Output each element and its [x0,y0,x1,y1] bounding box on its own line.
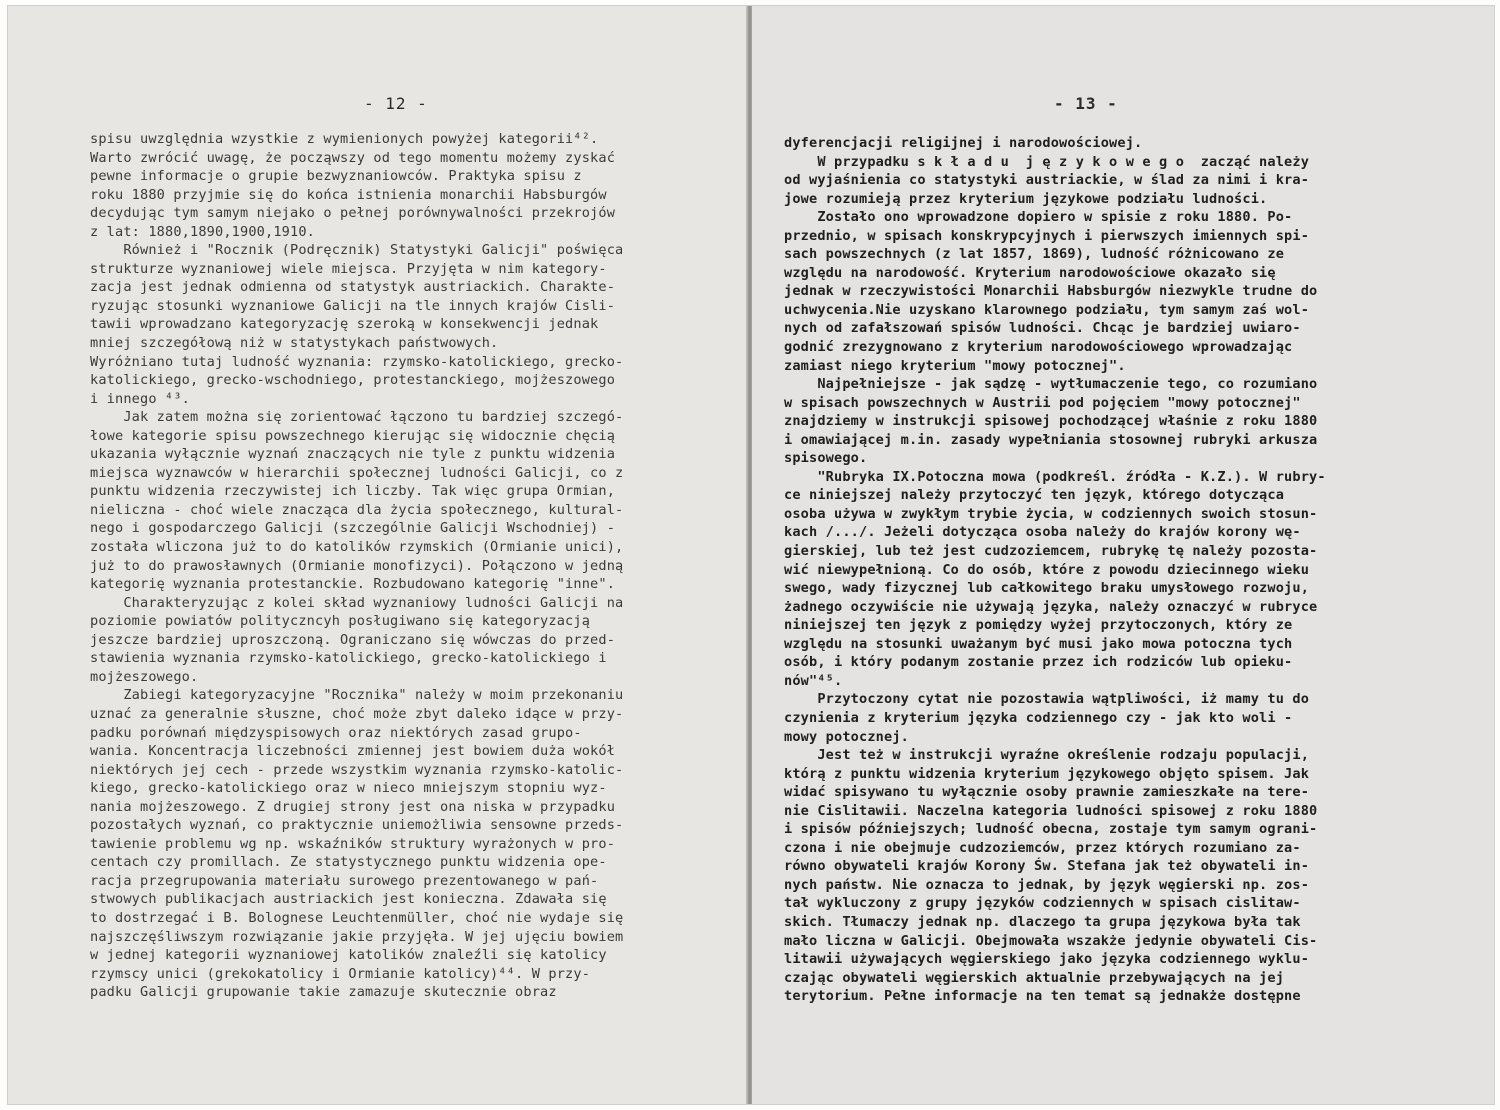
text-line: uznać za generalnie słuszne, choć może zbyt daleko idące w przy- [90,705,624,722]
text-line: Zabiegi kategoryzacyjne "Rocznika" należy w moim przekonaniu [90,687,624,704]
text-line: mowy potocznej. [784,728,910,745]
text-line: roku 1880 przyjmie się do końca istnienia monarchii Habsburgów [90,186,607,203]
text-line: czynienia z kryterium języka codziennego czy - jak kto woli - [784,709,1293,726]
text-line: nego i gospodarczego Galicji (szczególnie Galicji Wschodniej) - [90,520,616,537]
text-line: jeszcze bardziej uproszczoną. Ograniczano się wówczas do przed- [90,631,616,648]
text-line: nie Cislitawii. Naczelna kategoria ludności spisowej z roku 1880 [784,802,1318,819]
text-line: tawienie problemu wg np. wskaźników struktury wyrażonych w pro- [90,835,616,852]
text-line: uchwycenia.Nie uzyskano klarownego podziału, tym samym zaś wol- [784,301,1310,318]
text-line: i spisów późniejszych; ludność obecna, zostaje tym samym ograni- [784,821,1318,838]
text-line: z lat: 1880,1890,1900,1910. [90,223,316,240]
text-line: niniejszej ten język z pomiędzy wyżej przytoczonych, który ze [784,617,1293,634]
text-line: stawienia wyznania rzymsko-katolickiego, grecko-katolickiego i [90,650,607,667]
text-line: została wliczona już to do katolików rzymskich (Ormianie unici), [90,539,624,556]
text-line: nych państw. Nie oznacza to jednak, by język węgierski np. zos- [784,876,1310,893]
text-line: czając obywateli węgierskich aktualnie przebywających na jej [784,969,1285,986]
text-line: spisu uwzględnia wzystkie z wymienionych powyżej kategorii⁴². [90,131,599,147]
right-page-body-text [784,134,1326,1006]
text-line: Również i "Rocznik (Podręcznik) Statystyki Galicji" poświęca [90,242,624,259]
text-line: Warto zwrócić uwagę, że począwszy od tego momentu możemy zyskać [90,149,616,166]
text-line: gierskiej, lub też jest cudzoziemcem, rubrykę tę należy pozosta- [784,543,1318,560]
text-line: czona i nie obejmuje cudzoziemców, przez których rozumiano za- [784,839,1301,856]
text-line: centach czy promillach. Ze statystycznego punktu widzenia ope- [90,854,607,871]
text-line: Wyróżniano tutaj ludność wyznania: rzymsko-katolickiego, grecko- [90,353,624,370]
text-line: skich. Tłumaczy jednak np. dlaczego ta grupa językowa była tak [784,913,1301,930]
text-line: w jednej kategorii wyznaniowej katolików znaleźli się katolicy [90,947,607,964]
text-line: i omawiającej m.in. zasady wypełniania stosownej rubryki arkusza [784,431,1318,448]
text-line: osoba używa w zwykłym trybie życia, w codziennych swoich stosun- [784,505,1318,522]
text-line: ryzując stosunki wyznaniowe Galicji na tle innych krajów Cisli- [90,297,616,314]
text-line: nieliczna - choć wiele znacząca dla życia społecznego, kultural- [90,501,624,518]
text-line: rzymscy unici (grekokatolicy i Ormianie katolicy)⁴⁴. W przy- [90,965,591,982]
text-line: dyferencjacji religijnej i narodowościowej. [784,135,1143,151]
text-line: wania. Koncentracja liczebności zmiennej jest bowiem duża wokół [90,743,616,760]
text-line: najszczęśliwszym rozwiązanie jakie przyjęła. W jej ujęciu bowiem [90,928,624,945]
text-line: sach powszechnych (z lat 1857, 1869), ludność różnicowano ze [784,246,1285,263]
text-line: Jest też w instrukcji wyraźne określenie rodzaju populacji, [784,747,1310,764]
text-line: względu na narodowość. Kryterium narodowościowe okazało się [784,264,1276,281]
text-line: poziomie powiatów polityczncyh posługiwano się kategoryzacją [90,613,591,630]
text-line: Najpełniejsze - jak sądzę - wytłumaczenie tego, co rozumiano [784,376,1318,393]
text-line: Charakteryzując z kolei skład wyznaniowy ludności Galicji na [90,594,624,611]
text-line: względu na stosunki uważanym być musi jako mowa potoczna tych [784,635,1293,652]
right-page [752,6,1494,1104]
text-line: mało liczna w Galicji. Obejmowała wszakże jedynie obywateli Cis- [784,932,1318,949]
page-number-left: - 12 - [364,94,428,113]
page-number-right: - 13 - [1054,94,1118,113]
text-line: już to do prawosławnych (Ormianie monofizyci). Połączono w jedną [90,557,624,574]
text-line: ukazania wyłącznie wyznań znaczących nie tyle z punktu widzenia [90,446,616,463]
text-line: godnić zrezygnowano z kryterium narodowościowego wprowadzając [784,339,1293,356]
text-line: padku Galicji grupowanie takie zamazuje skutecznie obraz [90,984,557,1001]
text-line: katolickiego, grecko-wschodniego, protestanckiego, mojżeszowego [90,372,616,389]
text-line: jowe rozumieją przez kryterium językowe podziału ludności. [784,190,1268,207]
text-line: wić niewypełnioną. Co do osób, które z powodu dziecinnego wieku [784,561,1310,578]
text-line: swego, wady fizycznej lub całkowitego braku umysłowego rozwoju, [784,580,1310,597]
text-line: żadnego oczywiście nie używają języka, należy oznaczyć w rubryce [784,598,1318,615]
text-line: stwowych publikacjach austriackich jest konieczna. Zdawała się [90,891,607,908]
left-page [8,6,748,1104]
text-line: pewne informacje o grupie bezwyznaniowców. Praktyka spisu z [90,168,582,185]
text-line: znajdziemy w instrukcji spisowej pochodzącej właśnie z roku 1880 [784,413,1318,430]
text-line: padku porównań międzyspisowych oraz niektórych zasad grupo- [90,724,582,741]
text-line: widać spisywano tu wyłącznie osoby prawnie zamieszkałe na tere- [784,784,1310,801]
text-line: miejsca wyznawców w hierarchii społecznej ludności Galicji, co z [90,464,624,481]
text-line: litawii używających węgierskiego jako języka codziennego wyklu- [784,951,1310,968]
text-line: mniej szczegółową niż w statystykach państwowych. [90,335,499,352]
text-line: równo obywateli krajów Korony Św. Stefana jak też obywateli in- [784,858,1310,875]
text-line: osób, i który podanym zostanie przez ich rodziców lub opieku- [784,654,1293,671]
text-line: mojżeszowego. [90,668,199,685]
text-line: zacja jest jednak odmienna od statystyk austriackich. Charakte- [90,279,616,296]
text-line: strukturze wyznaniowej wiele miejsca. Przyjęta w nim kategory- [90,260,607,277]
text-line: kiego, grecko-katolickiego oraz w nieco mniejszym stopniu wyz- [90,780,607,797]
text-line: przednio, w spisach konskrypcyjnych i pierwszych imiennych spi- [784,227,1310,244]
text-line: pozostałych wyznań, co praktycznie uniemożliwia sensowne przeds- [90,817,624,834]
text-line: W przypadku s k ł a d u j ę z y k o w e g o zacząć należy [784,153,1310,170]
text-line: to dostrzegać i B. Bolognese Leuchtenmüller, choć nie wydaje się [90,909,624,926]
text-line: decydując tym samym niejako o pełnej porównywalności przekrojów [90,205,616,222]
text-line: którą z punktu widzenia kryterium językowego objęto spisem. Jak [784,765,1310,782]
text-line: niektórych jej cech - przede wszystkim wyznania rzymsko-katolic- [90,761,624,778]
text-line: nów"⁴⁵. [784,672,843,689]
text-line: jednak w rzeczywistości Monarchii Habsburgów niezwykle trudne do [784,283,1318,300]
text-line: nych od zafałszowań spisów ludności. Chcąc je bardziej uwiaro- [784,320,1301,337]
text-line: w spisach powszechnych w Austrii pod pojęciem "mowy potocznej" [784,394,1301,411]
text-line: racja przegrupowania materiału surowego prezentowanego w pań- [90,872,599,889]
text-line: punktu widzenia rzeczywistej ich liczby. Tak więc grupa Ormian, [90,483,616,500]
text-line: Jak zatem można się zorientować łączono tu bardziej szczegó- [90,409,624,426]
text-line: ce niniejszej należy przytoczyć ten język, którego dotycząca [784,487,1285,504]
text-line: tał wykluczony z grupy języków codziennych w spisach cislitaw- [784,895,1301,912]
text-line: "Rubryka IX.Potoczna mowa (podkreśl. źródła - K.Z.). W rubry- [784,468,1326,485]
text-line: kategorię wyznania protestanckie. Rozbudowano kategorię "inne". [90,576,616,593]
text-line: spisowego. [784,450,868,467]
text-line: tawii wprowadzano kategoryzację szeroką w konsekwencji jednak [90,316,599,333]
text-line: kach /.../. Jeżeli dotycząca osoba należy do krajów korony wę- [784,524,1301,541]
text-line: terytorium. Pełne informacje na ten temat są jednakże dostępne [784,988,1301,1005]
text-line: i innego ⁴³. [90,390,191,407]
text-line: Zostało ono wprowadzone dopiero w spisie z roku 1880. Po- [784,209,1293,226]
text-line: nania mojżeszowego. Z drugiej strony jest ona niska w przypadku [90,798,616,815]
text-line: łowe kategorie spisu powszechnego kierując się widocznie chęcią [90,427,616,444]
text-line: zamiast niego kryterium "mowy potocznej". [784,357,1126,374]
text-line: od wyjaśnienia co statystyki austriackie, w ślad za nimi i kra- [784,172,1310,189]
left-page-body-text [90,130,623,1002]
book-spread [8,6,1494,1104]
text-line: Przytoczony cytat nie pozostawia wątpliwości, iż mamy tu do [784,691,1310,708]
